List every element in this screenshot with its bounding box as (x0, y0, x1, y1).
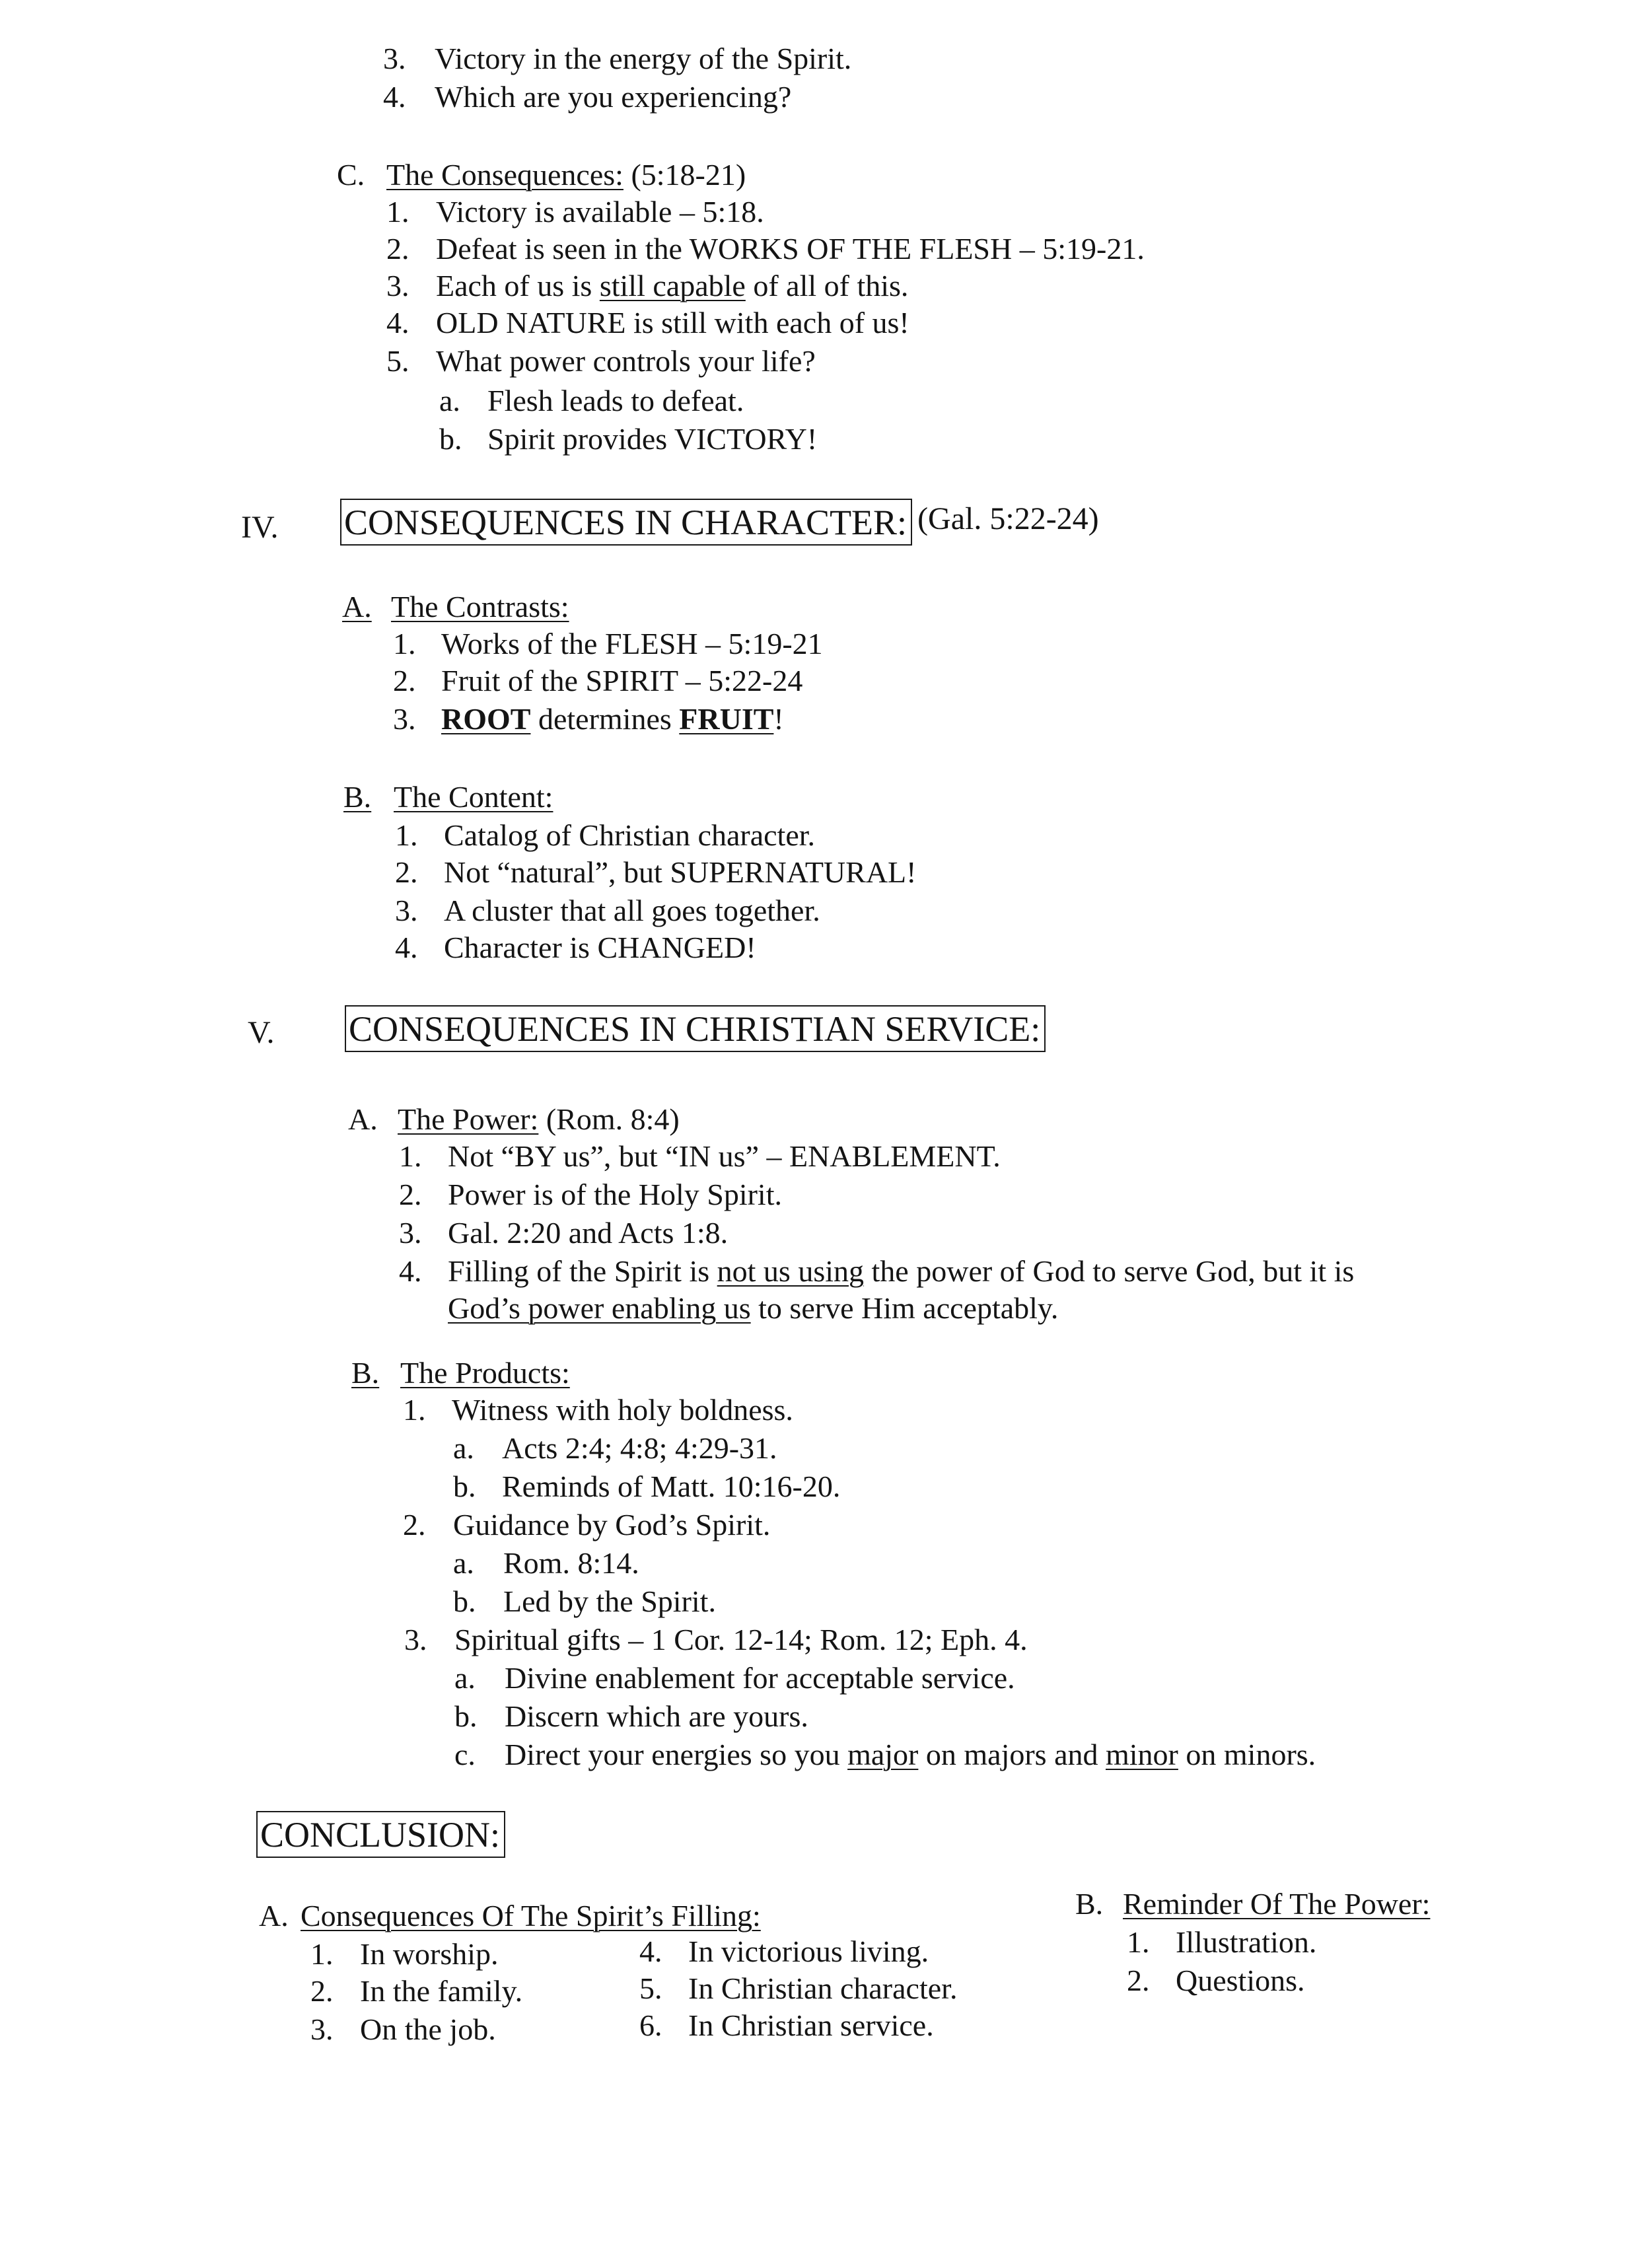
list-item: Works of the FLESH – 5:19-21 (441, 627, 823, 660)
conclusion-heading-row (256, 1811, 505, 1858)
text-segment: to serve Him acceptably. (750, 1291, 1059, 1325)
text-segment: on minors. (1178, 1738, 1316, 1771)
item-number: 3. (383, 42, 406, 75)
section-c-ref: (5:18-21) (631, 158, 746, 192)
list-item: In worship. (360, 1937, 499, 1971)
sub-item: Acts 2:4; 4:8; 4:29-31. (502, 1431, 777, 1465)
item-number: 4. (386, 306, 410, 339)
item-number: 2. (386, 232, 410, 266)
roman-numeral: IV. (241, 510, 279, 545)
sub-item-letter: a. (453, 1431, 474, 1465)
conclusion-heading: CONCLUSION: (256, 1811, 505, 1858)
section-letter: A. (342, 590, 372, 623)
item-number: 5. (386, 344, 410, 378)
item-number: 2. (395, 855, 418, 889)
subsection-heading (398, 1104, 680, 1135)
section-letter: A. (348, 1102, 378, 1136)
list-item: Which are you experiencing? (435, 80, 792, 114)
sub-item-letter: b. (454, 1699, 478, 1733)
subsection-ref: (Rom. 8:4) (546, 1102, 680, 1136)
item-number: 2. (310, 1974, 334, 2008)
item-number: 2. (399, 1178, 422, 1211)
list-item: A cluster that all goes together. (444, 894, 820, 927)
text-segment: Direct your energies so you (505, 1738, 848, 1771)
text-segment: on majors and (918, 1738, 1106, 1771)
sub-item: Discern which are yours. (505, 1699, 808, 1733)
item-number: 5. (639, 1971, 662, 2005)
list-item: Not “natural”, but SUPERNATURAL! (444, 855, 917, 889)
list-item (448, 1256, 1354, 1287)
section-v-heading-row (345, 1005, 1046, 1052)
subsection-title: The Power: (398, 1102, 539, 1136)
sub-item: Led by the Spirit. (503, 1584, 716, 1618)
sub-item-letter: c. (454, 1738, 476, 1771)
subsection-title: Reminder Of The Power: (1123, 1887, 1431, 1921)
list-item: In the family. (360, 1974, 523, 2008)
item-number: 1. (403, 1393, 426, 1427)
list-item-continuation (448, 1293, 1058, 1324)
item-number: 4. (639, 1934, 662, 1968)
list-item: In Christian service. (688, 2008, 934, 2042)
item-number: 3. (386, 269, 410, 302)
text-segment: the power of God to serve God, but it is (864, 1254, 1355, 1288)
sub-item (505, 1740, 1316, 1770)
item-number: 1. (310, 1937, 334, 1971)
sub-item: Rom. 8:14. (503, 1546, 639, 1580)
list-item: What power controls your life? (436, 344, 816, 378)
sub-item-letter: a. (439, 384, 460, 417)
item-number: 4. (399, 1254, 422, 1288)
sub-item-letter: a. (454, 1661, 476, 1695)
section-iv-ref: (Gal. 5:22-24) (917, 501, 1099, 536)
item-number: 2. (393, 664, 416, 697)
item-number: 2. (403, 1508, 426, 1542)
fruit-word: FRUIT (679, 702, 774, 736)
item-number: 4. (383, 80, 406, 114)
section-letter: B. (1075, 1887, 1104, 1921)
list-item (441, 704, 784, 734)
root-word: ROOT (441, 702, 531, 736)
subsection-title: The Content: (394, 780, 553, 814)
text-segment: Filling of the Spirit is (448, 1254, 717, 1288)
underlined-text: not us using (717, 1254, 865, 1288)
section-c-title: The Consequences: (386, 158, 623, 192)
sub-item: Spirit provides VICTORY! (487, 422, 818, 456)
list-item: Character is CHANGED! (444, 931, 756, 964)
sub-item: Reminds of Matt. 10:16-20. (502, 1470, 841, 1503)
item-number: 1. (393, 627, 416, 660)
list-item: Fruit of the SPIRIT – 5:22-24 (441, 664, 803, 697)
subsection-title: Consequences Of The Spirit’s Filling: (301, 1899, 761, 1932)
item-number: 3. (393, 702, 416, 736)
list-item: Guidance by God’s Spirit. (453, 1508, 771, 1542)
text-segment: Each of us is (436, 269, 600, 302)
list-item: OLD NATURE is still with each of us! (436, 306, 909, 339)
roman-numeral: V. (248, 1015, 275, 1050)
sub-item-letter: a. (453, 1546, 474, 1580)
list-item: Power is of the Holy Spirit. (448, 1178, 782, 1211)
text-segment: of all of this. (745, 269, 909, 302)
item-number: 2. (1127, 1964, 1150, 1997)
text-segment: determines (530, 702, 680, 736)
list-item: Not “BY us”, but “IN us” – ENABLEMENT. (448, 1139, 1001, 1173)
sub-item: Divine enablement for acceptable service. (505, 1661, 1015, 1695)
list-item: Gal. 2:20 and Acts 1:8. (448, 1216, 729, 1250)
section-letter: C. (337, 158, 365, 192)
sub-item-letter: b. (453, 1470, 476, 1503)
list-item: Spiritual gifts – 1 Cor. 12-14; Rom. 12; Eph. 4. (454, 1623, 1028, 1656)
list-item (436, 271, 908, 301)
item-number: 1. (399, 1139, 422, 1173)
list-item: Defeat is seen in the WORKS OF THE FLESH – 5:19-21. (436, 232, 1145, 266)
underlined-text: still capable (599, 269, 746, 302)
item-number: 4. (395, 931, 418, 964)
list-item: On the job. (360, 2012, 496, 2046)
list-item: Questions. (1176, 1964, 1305, 1997)
section-iv-heading-row (340, 499, 1099, 546)
item-number: 1. (395, 818, 418, 852)
list-item: Witness with holy boldness. (452, 1393, 793, 1427)
underlined-text: major (847, 1738, 919, 1771)
list-item: Victory in the energy of the Spirit. (435, 42, 852, 75)
text-segment: ! (773, 702, 784, 736)
item-number: 3. (399, 1216, 422, 1250)
section-letter: B. (351, 1356, 380, 1390)
item-number: 3. (404, 1623, 427, 1656)
list-item: Victory is available – 5:18. (436, 195, 764, 229)
item-number: 1. (1127, 1925, 1150, 1959)
sub-item: Flesh leads to defeat. (487, 384, 744, 417)
section-letter: A. (259, 1899, 289, 1932)
section-v-heading: CONSEQUENCES IN CHRISTIAN SERVICE: (345, 1005, 1046, 1052)
item-number: 3. (310, 2012, 334, 2046)
item-number: 1. (386, 195, 410, 229)
list-item: In victorious living. (688, 1934, 929, 1968)
section-letter: B. (343, 780, 372, 814)
list-item: In Christian character. (688, 1971, 958, 2005)
sub-item-letter: b. (453, 1584, 476, 1618)
underlined-text: God’s power enabling us (448, 1291, 751, 1325)
list-item: Illustration. (1176, 1925, 1317, 1959)
underlined-text: minor (1106, 1738, 1178, 1771)
subsection-title: The Contrasts: (391, 590, 569, 623)
section-iv-heading: CONSEQUENCES IN CHARACTER: (340, 499, 912, 546)
sub-item-letter: b. (439, 422, 462, 456)
list-item: Catalog of Christian character. (444, 818, 816, 852)
item-number: 3. (395, 894, 418, 927)
item-number: 6. (639, 2008, 662, 2042)
section-c-heading (386, 160, 746, 190)
subsection-title: The Products: (400, 1356, 570, 1390)
